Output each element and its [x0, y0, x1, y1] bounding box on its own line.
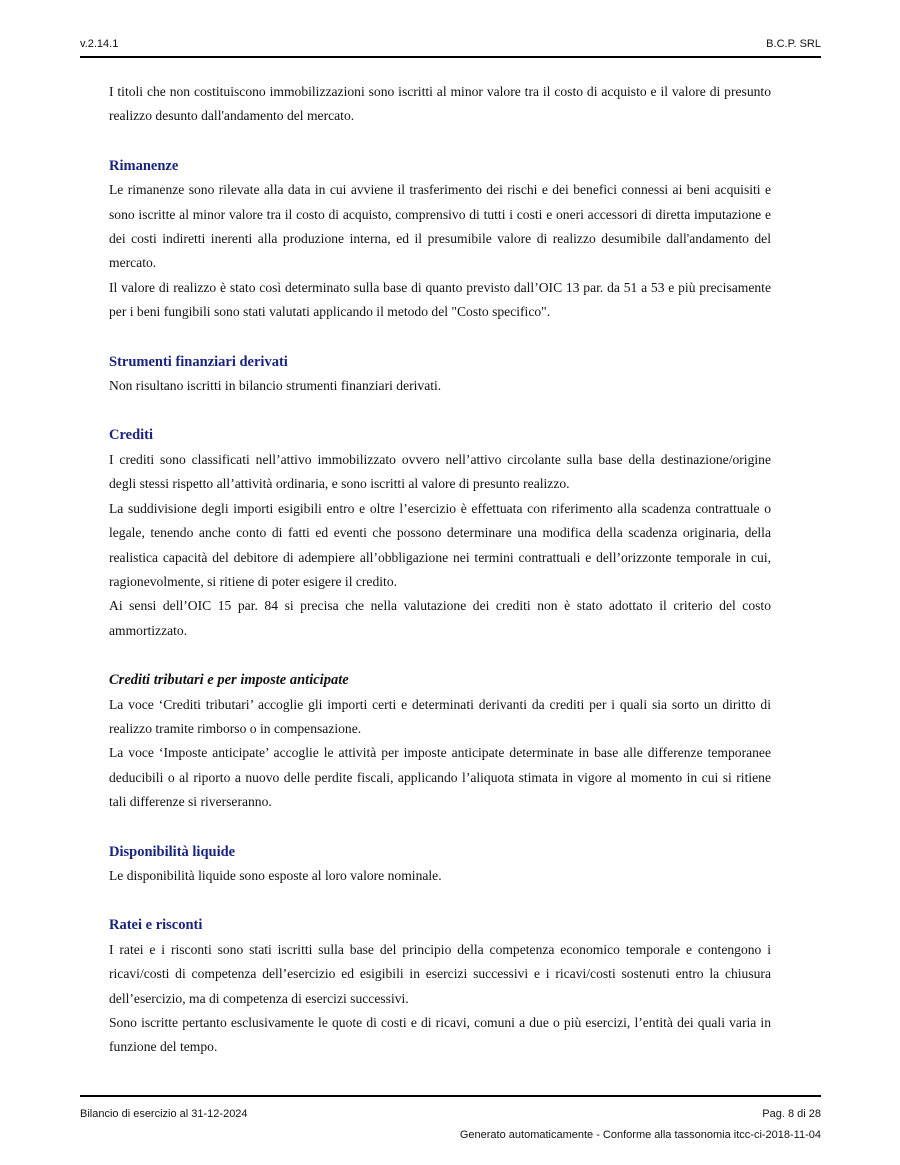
- section-paragraph: Ai sensi dell’OIC 15 par. 84 si precisa che nella valutazione dei crediti non è stato adottato il criterio del costo ammortizzato.: [109, 598, 771, 638]
- page-header: [80, 38, 821, 58]
- section-crediti: [109, 423, 771, 643]
- section-paragraph: La voce ‘Crediti tributari’ accoglie gli importi certi e determinati derivanti da crediti per i quali sia sorto un diritto di realizzo tramite rimborso o in compensazione.: [109, 696, 771, 736]
- section-title-rimanenze: Rimanenze: [109, 157, 179, 174]
- section-title-crediti-tributari: Crediti tributari e per imposte anticipate: [109, 672, 349, 689]
- section-paragraph: Le rimanenze sono rilevate alla data in cui avviene il trasferimento dei rischi e dei benefici connessi ai beni acquisiti e sono iscritte al minor valore tra il costo di acquisto, comprensivo di tutti i costi e oneri accessori di diretta imputazione e dei costi indiretti inerenti alla produzione interna, ed il presumibile valore di realizzo desumibile dall'andamento del mercato.: [109, 182, 771, 271]
- intro-paragraph: I titoli che non costituiscono immobilizzazioni sono iscritti al minor valore tra il costo di acquisto e il valore di presunto realizzo desunto dall'andamento del mercato.: [109, 84, 771, 124]
- section-paragraph: I ratei e i risconti sono stati iscritti sulla base del principio della competenza economico temporale e contengono i ricavi/costi di competenza dell’esercizio ed esigibili in esercizi successivi e i ricavi/costi sostenuti entro la chiusura dell’esercizio, ma di competenza di esercizi successivi.: [109, 941, 771, 1006]
- section-paragraph: Sono iscritte pertanto esclusivamente le quote di costi e di ricavi, comuni a due o più esercizi, l’entità dei quali varia in funzione del tempo.: [109, 1015, 771, 1055]
- footer-document-title: Bilancio di esercizio al 31-12-2024: [80, 1108, 248, 1120]
- section-paragraph: La voce ‘Imposte anticipate’ accoglie le attività per imposte anticipate determinate in base alle differenze temporanee deducibili o al riporto a nuovo delle perdite fiscali, applicando l’aliquota stimata in vigore al momento in cui si ritiene tali differenze si riverseranno.: [109, 745, 771, 810]
- page-footer: [80, 1095, 821, 1141]
- section-paragraph: Non risultano iscritti in bilancio strumenti finanziari derivati.: [109, 378, 442, 394]
- document-body: [109, 80, 771, 1060]
- footer-generated-note: Generato automaticamente - Conforme alla tassonomia itcc-ci-2018-11-04: [459, 1129, 821, 1141]
- section-title-crediti: Crediti: [109, 427, 154, 444]
- section-crediti-tributari: [109, 668, 771, 814]
- section-paragraph: I crediti sono classificati nell’attivo immobilizzato ovvero nell’attivo circolante sulla base della destinazione/origine degli stessi rispetto all’attività ordinaria, e sono iscritti al valore di presunto realizzo.: [109, 451, 771, 492]
- section-ratei-risconti: [109, 913, 771, 1059]
- section-strumenti-finanziari-derivati: [109, 350, 771, 399]
- section-paragraph: La suddivisione degli importi esigibili entro e oltre l’esercizio è effettuata con riferimento alla scadenza contrattuale o legale, tenendo anche conto di fatti ed eventi che possono determinare una modifica della scadenza originaria, della realistica capacità del debitore di adempiere all’obbligazione nei termini contrattuali e dell’orizzonte temporale in cui, ragionevolmente, si ritiene di poter esigere il credito.: [109, 500, 771, 589]
- section-disponibilita-liquide: [109, 840, 771, 889]
- section-title-ratei-risconti: Ratei e risconti: [109, 917, 203, 934]
- page-number: Pag. 8 di 28: [762, 1108, 821, 1120]
- section-title-disponibilita-liquide: Disponibilità liquide: [109, 843, 236, 860]
- section-rimanenze: [109, 154, 771, 325]
- section-paragraph: Il valore di realizzo è stato così determinato sulla base di quanto previsto dall’OIC 13 par. da 51 a 53 e più precisamente per i beni fungibili sono stati valutati applicando il metodo del "Costo specifico".: [109, 279, 771, 320]
- version-label: v.2.14.1: [80, 38, 119, 50]
- section-title-strumenti-finanziari-derivati: Strumenti finanziari derivati: [109, 353, 288, 370]
- section-paragraph: Le disponibilità liquide sono esposte al loro valore nominale.: [109, 867, 442, 883]
- company-name: B.C.P. SRL: [766, 38, 821, 50]
